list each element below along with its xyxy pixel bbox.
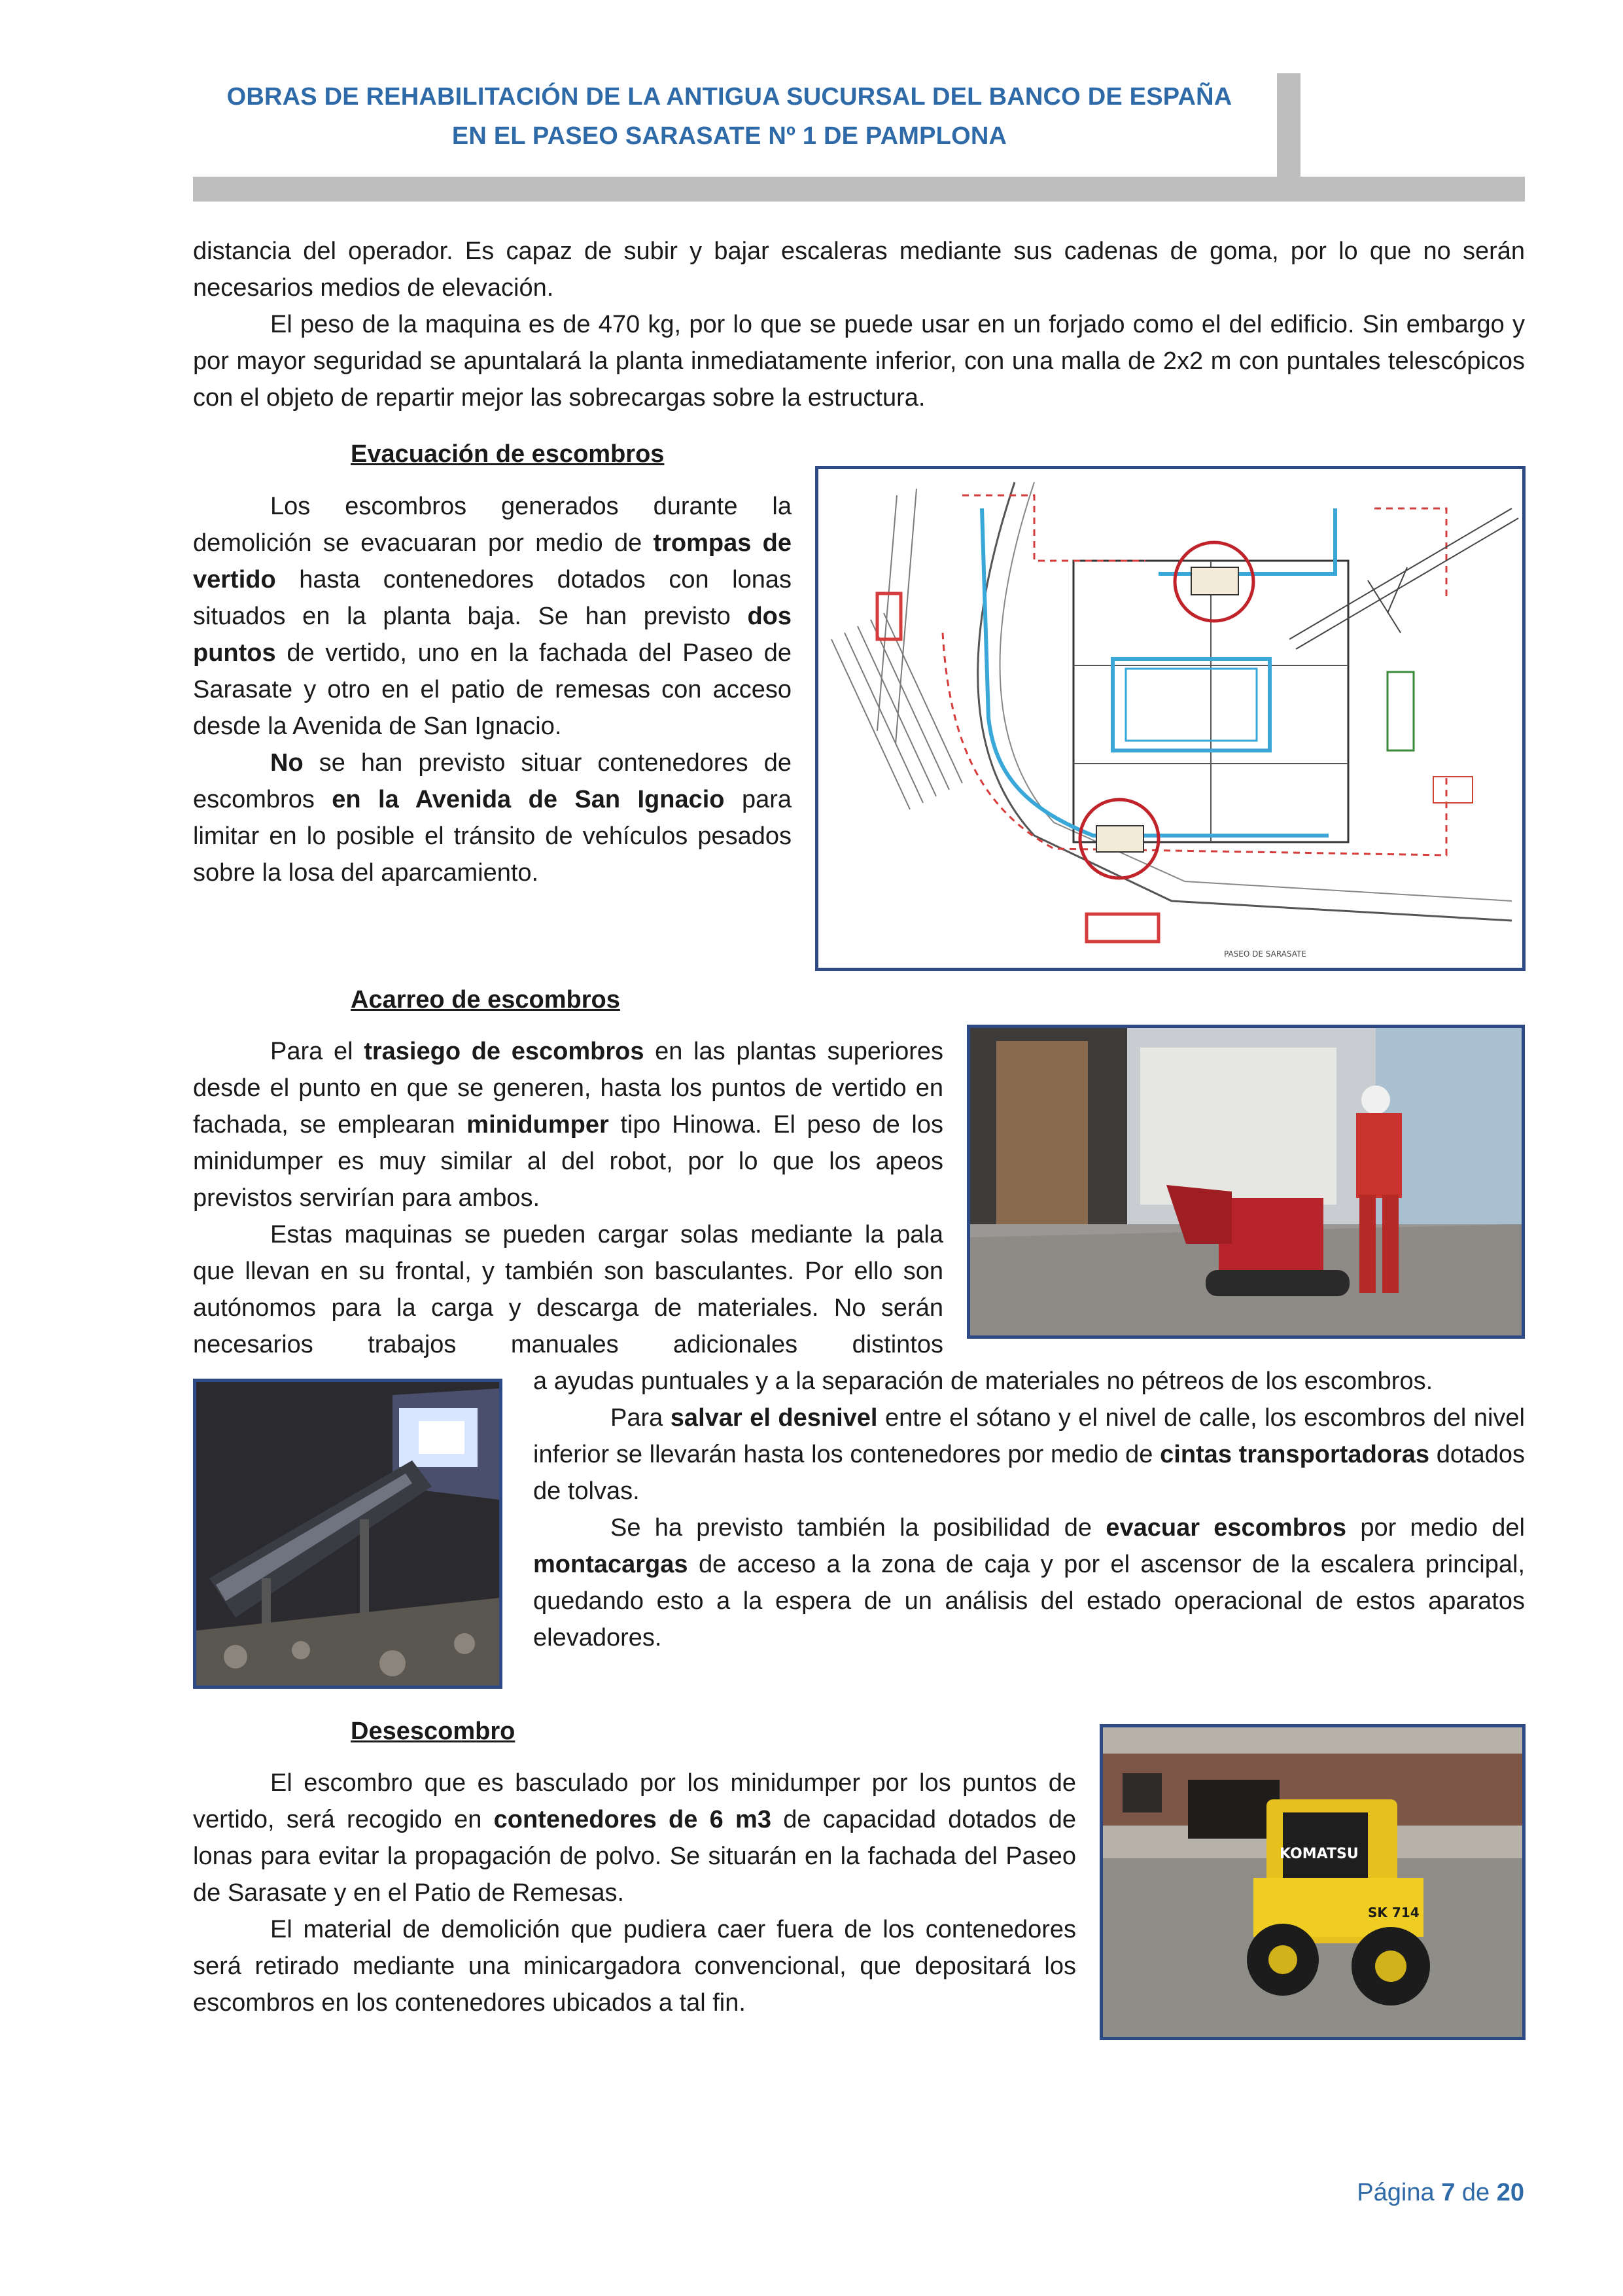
- minicargadora-photo: [1100, 1724, 1526, 2040]
- desescombro-paragraph-2: El material de demolición que pudiera caer fuera de los contenedores será retirado mediante una minicargadora convencional, que depositará los escombros en los contenedores ubicados a tal fin.: [193, 1916, 1076, 2017]
- header-bar-vertical: [1277, 73, 1300, 185]
- loader-illustration: [1103, 1727, 1522, 2037]
- evacuacion-text: [193, 488, 792, 891]
- plan-street-label: PASEO DE SARASATE: [1224, 949, 1306, 959]
- site-plan-drawing: [818, 469, 1522, 968]
- page-footer: Página 7 de 20: [1357, 2179, 1524, 2206]
- evacuacion-paragraph-1: Los escombros generados durante la demolición se evacuaran por medio de trompas de vertido hasta contenedores dotados con lonas situados en la planta baja. Se han previsto dos puntos de vertido, uno en la fachada del Paseo de Sarasate y otro en el patio de remesas con acceso desde la Avenida de San Ignacio.: [193, 493, 792, 740]
- conveyor-belt-photo: [193, 1379, 502, 1689]
- intro-paragraph-2: El peso de la maquina es de 470 kg, por lo que se puede usar en un forjado como el del edificio. Sin embargo y por mayor seguridad se apuntalará la planta inmediatamente inferior, con una malla de 2x2 m con puntales telescópicos con el objeto de repartir mejor las sobrecargas sobre la estructura.: [193, 311, 1525, 412]
- minidumper-photo: [967, 1025, 1525, 1339]
- loader-model-label: SK 714: [1368, 1905, 1420, 1920]
- heading-acarreo: Acarreo de escombros: [351, 986, 620, 1014]
- minidumper-illustration: [970, 1028, 1522, 1335]
- desescombro-paragraph-1: El escombro que es basculado por los minidumper por los puntos de vertido, será recogido en contenedores de 6 m3 de capacidad dotados de lonas para evitar la propagación de polvo. Se situarán en la fachada del Paseo de Sarasate y en el Patio de Remesas.: [193, 1769, 1076, 1907]
- acarreo-paragraph-3: Para salvar el desnivel entre el sótano y el nivel de calle, los escombros del nivel inferior se llevarán hasta los contenedores por medio de cintas transportadoras dotados de tolvas.: [533, 1404, 1525, 1505]
- acarreo-text-bottom: [533, 1363, 1525, 1656]
- acarreo-paragraph-1: Para el trasiego de escombros en las plantas superiores desde el punto en que se generen, hasta los puntos de vertido en fachada, se emplearan minidumper tipo Hinowa. El peso de los minidumper es muy similar al del robot, por lo que los apeos previstos servirían para ambos.: [193, 1038, 943, 1212]
- evacuacion-paragraph-2: No se han previsto situar contenedores de escombros en la Avenida de San Ignacio para limitar en lo posible el tránsito de vehículos pesados sobre la losa del aparcamiento.: [193, 749, 792, 887]
- page-total: 20: [1496, 2179, 1524, 2206]
- acarreo-paragraph-2-start: Estas maquinas se pueden cargar solas mediante la pala que llevan en su frontal, y también son basculantes. Por ello son autónomos para la carga y descarga de materiales. No serán necesarios trabajos manuales adicionales distintos: [193, 1221, 943, 1358]
- header-line-1: OBRAS DE REHABILITACIÓN DE LA ANTIGUA SUCURSAL DEL BANCO DE ESPAÑA: [226, 83, 1232, 111]
- intro-section: [193, 233, 1525, 416]
- desescombro-text: [193, 1765, 1076, 2021]
- heading-evacuacion: Evacuación de escombros: [351, 440, 665, 468]
- header-line-2: EN EL PASEO SARASATE Nº 1 DE PAMPLONA: [451, 122, 1007, 150]
- heading-desescombro: Desescombro: [351, 1718, 515, 1745]
- page-number: 7: [1441, 2179, 1456, 2206]
- header-bar-horizontal: [193, 177, 1525, 202]
- intro-paragraph-1: distancia del operador. Es capaz de subir y bajar escaleras mediante sus cadenas de goma, por lo que no serán necesarios medios de elevación.: [193, 238, 1525, 302]
- loader-brand-label: KOMATSU: [1280, 1846, 1359, 1862]
- document-header: [190, 77, 1269, 156]
- acarreo-paragraph-4: Se ha previsto también la posibilidad de evacuar escombros por medio del montacargas de acceso a la zona de caja y por el ascensor de la escalera principal, quedando esto a la espera de un análisis del estado operacional de estos aparatos elevadores.: [533, 1514, 1526, 1651]
- acarreo-text-top: [193, 1033, 943, 1363]
- acarreo-paragraph-2-end: a ayudas puntuales y a la separación de materiales no pétreos de los escombros.: [533, 1368, 1433, 1395]
- site-plan-figure: [815, 466, 1526, 971]
- conveyor-illustration: [196, 1382, 499, 1686]
